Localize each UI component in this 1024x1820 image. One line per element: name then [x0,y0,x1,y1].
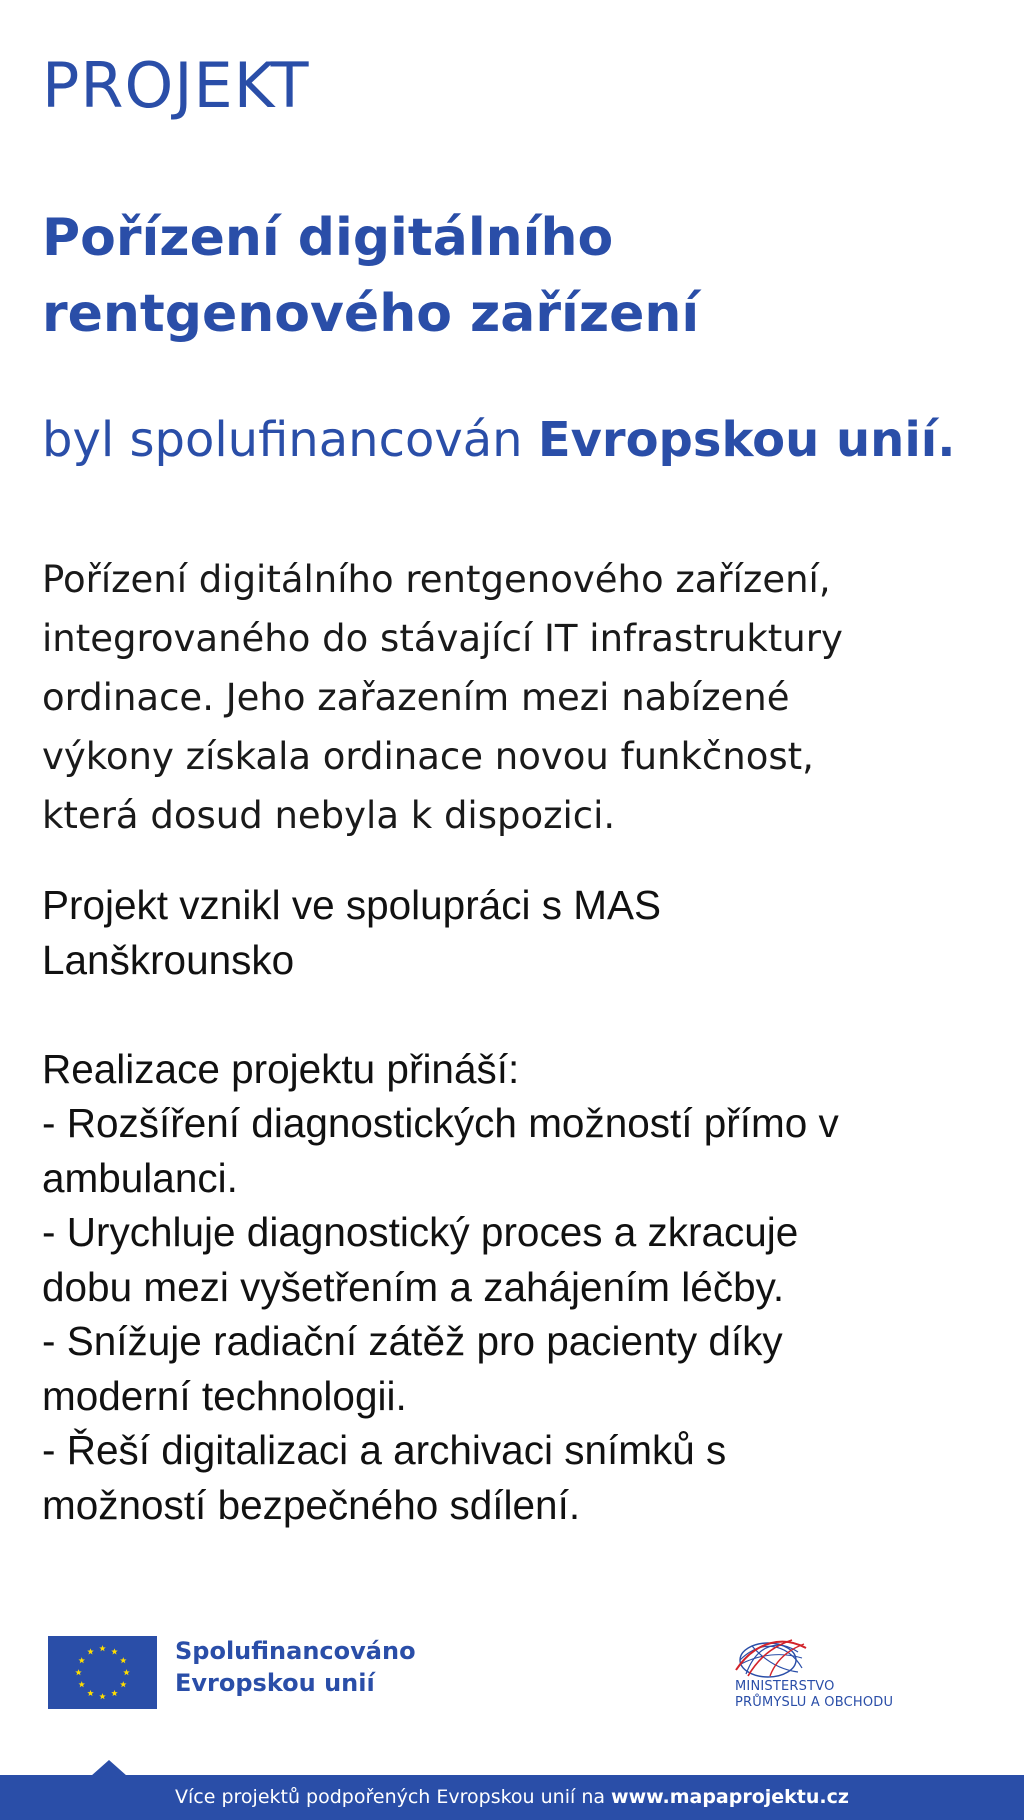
benefit-line: - Řeší digitalizaci a archivaci snímků s [42,1427,727,1473]
footer-notch [91,1760,127,1776]
project-title [42,200,1002,352]
benefit-line: - Urychluje diagnostický proces a zkracuje [42,1209,799,1255]
description-line: ordinace. Jeho zařazením mezi nabízené [42,676,790,719]
project-title-line: Pořízení digitálního [42,208,614,268]
description-line: výkony získala ordinace novou funkčnost, [42,735,814,778]
benefit-line: moderní technologii. [42,1372,407,1419]
benefit-line: - Rozšíření diagnostických možností přímo v [42,1100,839,1146]
ministry-label-line: MINISTERSTVO [735,1679,835,1694]
globe-lines-icon [732,1634,828,1678]
eyebrow-label: PROJEKT [42,49,310,122]
benefit-line: možností bezpečného sdílení. [42,1481,581,1528]
footer-bar [0,1775,1024,1820]
eu-flag-icon [48,1636,157,1709]
benefits-heading: Realizace projektu přináší: [42,1045,520,1092]
cofunding-prefix: byl spolufinancován [42,412,538,468]
benefit-line: ambulanci. [42,1154,238,1201]
ministry-label [735,1679,893,1711]
collaboration-line: Lanškrounsko [42,936,295,983]
description-line: integrovaného do stávající IT infrastruktury [42,617,843,660]
eu-label-line: Spolufinancováno [175,1637,416,1665]
footer-text: Více projektů podpořených Evropskou unií na [175,1786,612,1808]
collaboration-line: Projekt vznikl ve spolupráci s MAS [42,882,661,928]
cofunding-statement [42,406,1022,474]
description-line: která dosud nebyla k dispozici. [42,794,616,837]
ministry-label-line: PRŮMYSLU A OBCHODU [735,1695,894,1710]
eu-label-line: Evropskou unií [175,1669,375,1697]
footer-link[interactable]: www.mapaprojektu.cz [611,1786,849,1808]
red-swoosh [770,1644,804,1676]
eu-cofunded-label [175,1635,416,1699]
cofunding-bold: Evropskou unií. [537,412,956,468]
description-line: Pořízení digitálního rentgenového zařízení, [42,558,831,601]
paragraph-gap [42,987,1012,1042]
project-title-line: rentgenového zařízení [42,284,700,344]
project-details [42,878,1012,1532]
benefit-line: - Snížuje radiační zátěž pro pacienty díky [42,1318,783,1364]
project-description [42,550,1002,845]
benefit-line: dobu mezi vyšetřením a zahájením léčby. [42,1263,785,1310]
